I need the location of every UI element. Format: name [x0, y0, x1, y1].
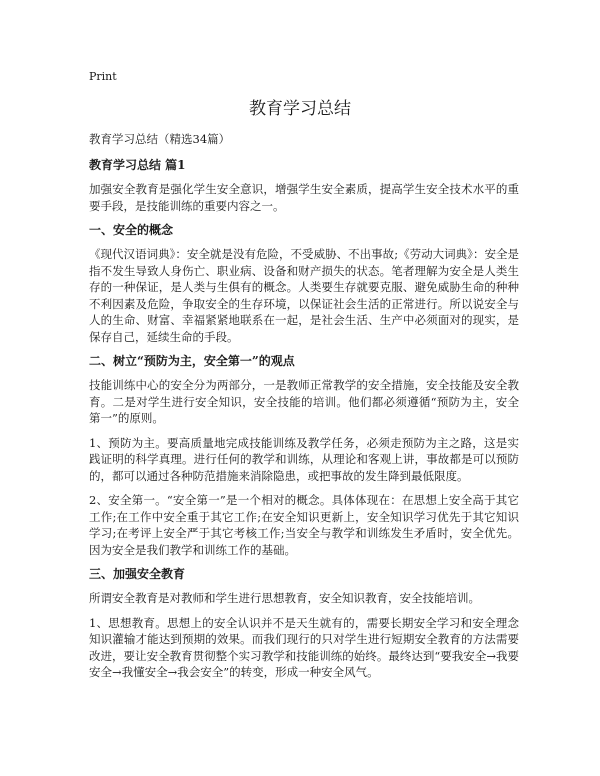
document-body: [89, 131, 519, 689]
section-heading-concept: 一、安全的概念: [89, 223, 174, 237]
intro-paragraph: 加强安全教育是强化学生安全意识，增强学生安全素质，提高学生安全技术水平的重要手段，是技能训练的重要内容之一。: [89, 182, 519, 213]
education-paragraph-1: 所谓安全教育是对教师和学生进行思想教育，安全知识教育，安全技能培训。: [89, 591, 480, 605]
prevention-paragraph-3: 2、安全第一。“安全第一”是一个相对的概念。具体体现在：在思想上安全高于其它工作;在工作中安全重于其它工作;在安全知识更新上，安全知识学习优先于其它知识学习;在考评上安全严于其它考核工作;当安全与教学和训练发生矛盾时，安全优先。因为安全是我们教学和训练工作的基础。: [89, 493, 519, 557]
print-label: Print: [89, 70, 117, 83]
education-paragraph-2: 1、思想教育。思想上的安全认识并不是天生就有的，需要长期安全学习和安全理念知识灌输才能达到预期的效果。而我们现行的只对学生进行短期安全教育的方法需要改进，要让安全教育贯彻整个实习教学和技能训练的始终。最终达到“要我安全→我要安全→我懂安全→我会安全”的转变，形成一种安全风气。: [89, 615, 519, 679]
article-heading: 教育学习总结 篇1: [89, 158, 186, 172]
prevention-paragraph-2: 1、预防为主。要高质量地完成技能训练及教学任务，必须走预防为主之路，这是实践证明的科学真理。进行任何的教学和训练，从理论和客观上讲，事故都是可以预防的，都可以通过各种防范措施来消除隐患，或把事故的发生降到最低限度。: [89, 435, 519, 483]
document-subtitle: 教育学习总结（精选34篇）: [89, 132, 231, 146]
prevention-paragraph-1: 技能训练中心的安全分为两部分，一是教师正常教学的安全措施，安全技能及安全教育。二是对学生进行安全知识，安全技能的培训。他们都必须遵循“预防为主，安全第一”的原则。: [89, 378, 519, 425]
document-title: 教育学习总结: [249, 99, 351, 119]
concept-paragraph: 《现代汉语词典》：安全就是没有危险，不受威胁、不出事故;《劳动大词典》：安全是指不发生导致人身伤亡、职业病、设备和财产损失的状态。笔者理解为安全是人类生存的一种保证，是人类与生俱有的概念。人类要生存就要克服、避免威胁生命的种种不利因素及危险，争取安全的生存环境，以保证社会生活的正常进行。所以说安全与人的生命、财富、幸福紧紧地联系在一起，是社会生活、生产中必须面对的现实，是保存自己，延续生命的手段。: [89, 247, 519, 344]
section-heading-prevention: 二、树立“预防为主，安全第一”的观点: [89, 354, 295, 368]
section-heading-education: 三、加强安全教育: [89, 567, 186, 581]
